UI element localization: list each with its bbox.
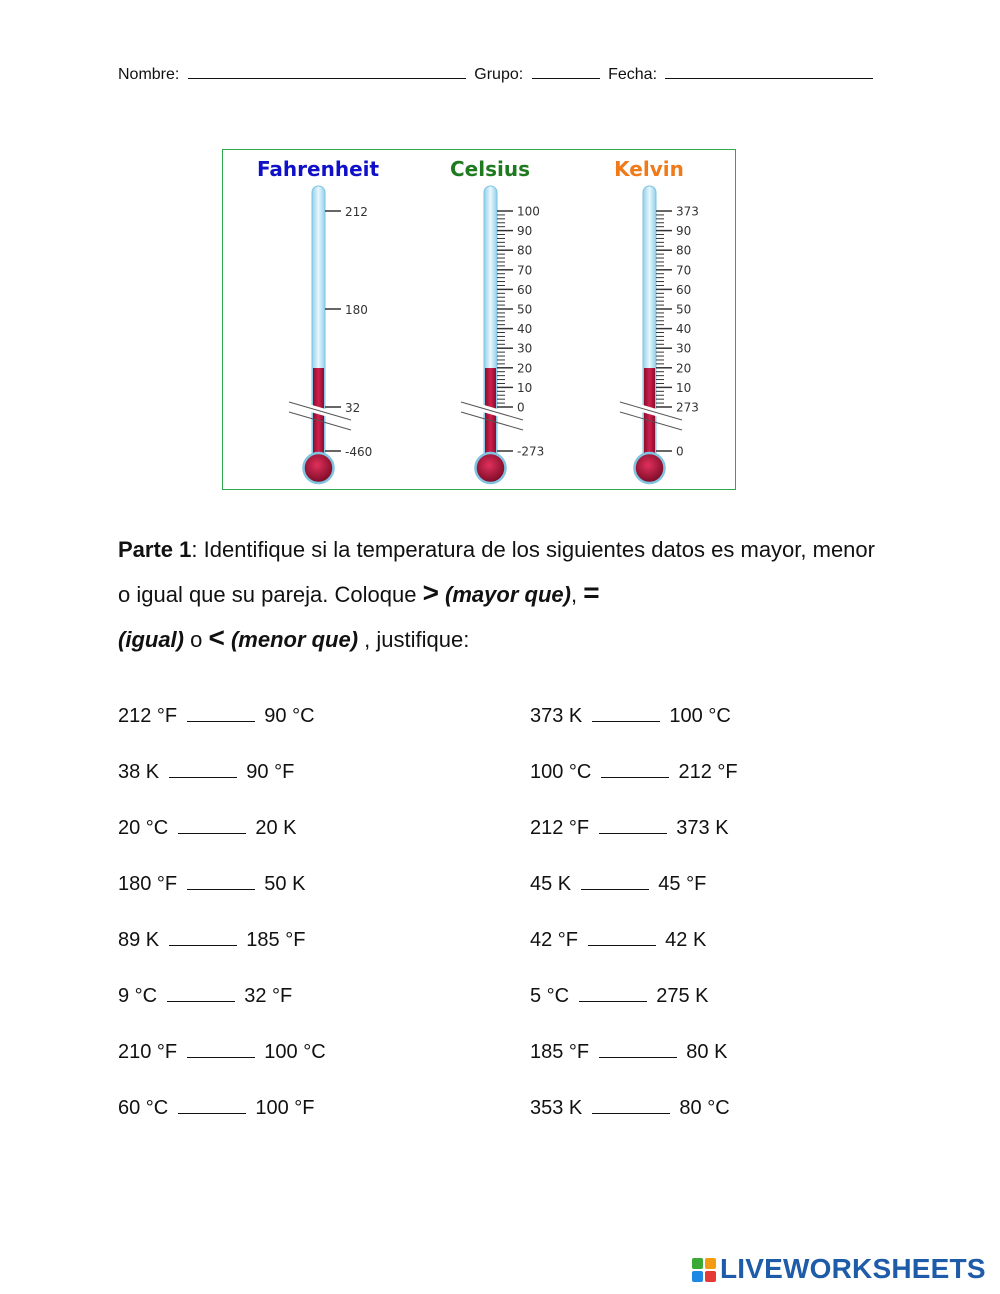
exercise-left-value: 212 °F xyxy=(118,705,178,727)
scale-tick-label: 10 xyxy=(676,380,692,395)
answer-blank[interactable] xyxy=(187,871,255,890)
answer-blank[interactable] xyxy=(187,703,255,722)
fecha-label: Fecha: xyxy=(608,66,658,83)
exercise-right-value: 42 K xyxy=(665,929,707,951)
answer-blank[interactable] xyxy=(588,927,656,946)
scale-tick-label: 40 xyxy=(517,322,533,337)
eq-symbol: = xyxy=(583,577,600,608)
nombre-field[interactable] xyxy=(188,60,466,79)
exercise-left-value: 373 K xyxy=(530,705,583,727)
gt-symbol: > xyxy=(422,577,439,608)
exercise-right-value: 20 K xyxy=(255,817,297,839)
exercise-right-value: 50 K xyxy=(264,873,306,895)
grupo-field[interactable] xyxy=(532,60,600,79)
exercise-right-value: 212 °F xyxy=(678,761,738,783)
kelvin-title: Kelvin xyxy=(614,157,684,181)
scale-tick-label: 100 xyxy=(517,204,540,219)
grupo-label: Grupo: xyxy=(474,66,524,83)
exercise-left-value: 20 °C xyxy=(118,817,169,839)
scale-tick-label: 70 xyxy=(517,263,533,278)
scale-tick-label: 20 xyxy=(676,361,692,376)
celsius-thermometer xyxy=(461,186,544,483)
gt-text: (mayor que) xyxy=(438,582,571,607)
exercise-row xyxy=(530,927,706,952)
thermometers-figure xyxy=(222,149,736,490)
exercise-right-value: 100 °C xyxy=(669,705,731,727)
exercise-row xyxy=(530,871,706,896)
exercise-row xyxy=(118,927,305,952)
exercise-left-value: 210 °F xyxy=(118,1041,178,1063)
end-text: , justifique: xyxy=(358,627,470,652)
scale-tick-label: 80 xyxy=(676,243,692,258)
eq-text: (igual) xyxy=(118,627,184,652)
o-text: o xyxy=(184,627,209,652)
scale-tick-label: 0 xyxy=(517,400,525,415)
scale-tick-label: 70 xyxy=(676,263,692,278)
exercise-row xyxy=(118,871,305,896)
exercise-row xyxy=(118,815,297,840)
instructions-text: : Identifique si la temperatura de los siguientes datos es mayor, menor o igual que su pareja. Coloque xyxy=(118,537,875,607)
name-group-date-line xyxy=(118,60,877,84)
answer-blank[interactable] xyxy=(178,815,246,834)
fahrenheit-tick-label: 180 xyxy=(345,303,368,317)
exercise-right-value: 80 °C xyxy=(679,1097,730,1119)
exercise-left-value: 212 °F xyxy=(530,817,590,839)
answer-blank[interactable] xyxy=(601,759,669,778)
answer-blank[interactable] xyxy=(581,871,649,890)
scale-tick-label: 20 xyxy=(517,361,533,376)
exercise-row xyxy=(530,815,729,840)
answer-blank[interactable] xyxy=(579,983,647,1002)
scale-tick-label: -273 xyxy=(517,444,545,459)
liveworksheets-brand[interactable]: LIVEWORKSHEETS xyxy=(720,1253,986,1284)
exercise-left-value: 185 °F xyxy=(530,1041,590,1063)
scale-tick-label: 0 xyxy=(676,444,684,459)
comma-text: , xyxy=(570,582,584,607)
exercise-right-value: 90 °F xyxy=(246,761,295,783)
exercise-left-value: 353 K xyxy=(530,1097,583,1119)
exercise-left-value: 89 K xyxy=(118,929,160,951)
exercise-right-value: 90 °C xyxy=(264,705,315,727)
exercise-row xyxy=(530,983,709,1008)
lt-text: (menor que) xyxy=(224,627,359,652)
scale-tick-label: 273 xyxy=(676,400,699,415)
exercise-right-value: 100 °C xyxy=(264,1041,326,1063)
thermometers-svg xyxy=(223,150,737,491)
scale-tick-label: 60 xyxy=(517,282,533,297)
exercise-right-value: 45 °F xyxy=(658,873,707,895)
exercise-row xyxy=(530,759,738,784)
exercise-row xyxy=(118,1095,315,1120)
exercise-row xyxy=(530,703,731,728)
scale-tick-label: 90 xyxy=(517,224,533,239)
exercise-left-value: 60 °C xyxy=(118,1097,169,1119)
scale-tick-label: 90 xyxy=(676,224,692,239)
exercise-left-value: 38 K xyxy=(118,761,160,783)
scale-tick-label: 50 xyxy=(676,302,692,317)
answer-blank[interactable] xyxy=(599,815,667,834)
fahrenheit-tick-label: 212 xyxy=(345,205,368,219)
fahrenheit-tick-label: -460 xyxy=(345,445,373,459)
part-label: Parte 1 xyxy=(118,537,192,562)
exercise-row xyxy=(118,759,294,784)
answer-blank[interactable] xyxy=(592,1095,670,1114)
exercise-left-value: 100 °C xyxy=(530,761,592,783)
exercise-right-value: 80 K xyxy=(686,1041,728,1063)
scale-tick-label: 30 xyxy=(676,341,692,356)
exercise-right-value: 185 °F xyxy=(246,929,306,951)
scale-tick-label: 80 xyxy=(517,243,533,258)
exercise-left-value: 45 K xyxy=(530,873,572,895)
answer-blank[interactable] xyxy=(167,983,235,1002)
exercise-right-value: 373 K xyxy=(676,817,729,839)
scale-tick-label: 60 xyxy=(676,282,692,297)
fahrenheit-title: Fahrenheit xyxy=(256,157,380,181)
exercise-left-value: 9 °C xyxy=(118,985,158,1007)
answer-blank[interactable] xyxy=(178,1095,246,1114)
exercise-right-value: 32 °F xyxy=(244,985,293,1007)
answer-blank[interactable] xyxy=(187,1039,255,1058)
instructions-paragraph xyxy=(118,528,878,661)
exercise-row xyxy=(530,1095,730,1120)
answer-blank[interactable] xyxy=(599,1039,677,1058)
scale-tick-label: 10 xyxy=(517,380,533,395)
exercise-left-value: 5 °C xyxy=(530,985,570,1007)
celsius-title: Celsius xyxy=(450,157,530,181)
fecha-field[interactable] xyxy=(665,60,873,79)
lt-symbol: < xyxy=(208,622,225,653)
scale-tick-label: 50 xyxy=(517,302,533,317)
exercise-left-value: 180 °F xyxy=(118,873,178,895)
exercise-row xyxy=(118,1039,326,1064)
fahrenheit-tick-label: 32 xyxy=(345,401,361,415)
scale-tick-label: 30 xyxy=(517,341,533,356)
scale-tick-label: 373 xyxy=(676,204,699,219)
kelvin-thermometer xyxy=(620,186,699,483)
exercise-row xyxy=(118,703,315,728)
exercise-right-value: 100 °F xyxy=(255,1097,315,1119)
answer-blank[interactable] xyxy=(592,703,660,722)
scale-tick-label: 40 xyxy=(676,322,692,337)
answer-blank[interactable] xyxy=(169,927,237,946)
exercise-right-value: 275 K xyxy=(656,985,709,1007)
fahrenheit-thermometer xyxy=(289,186,372,483)
exercise-row xyxy=(530,1039,727,1064)
liveworksheets-logo-icon xyxy=(692,1258,716,1282)
exercise-row xyxy=(118,983,292,1008)
exercise-left-value: 42 °F xyxy=(530,929,579,951)
nombre-label: Nombre: xyxy=(118,66,180,83)
answer-blank[interactable] xyxy=(169,759,237,778)
